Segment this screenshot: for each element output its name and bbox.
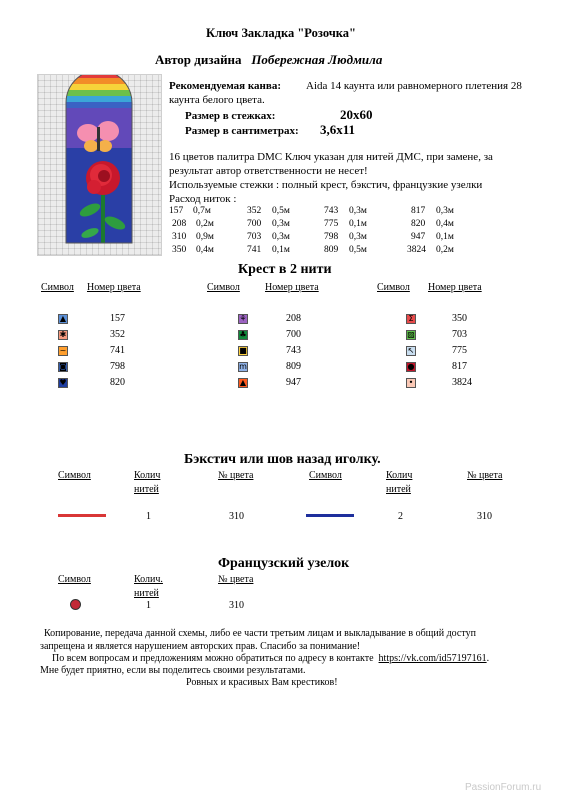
footer-copyright-2: запрещена и является нарушением авторских прав. Спасибо за понимание!: [40, 641, 361, 652]
consumption-len: 0,2м: [436, 245, 454, 255]
cross-col-symbol: Символ: [41, 282, 74, 293]
color-number: 743: [286, 345, 301, 356]
consumption-num: 798: [324, 232, 339, 242]
consumption-len: 0,4м: [436, 219, 454, 229]
hatch-icon: ▨: [407, 330, 415, 339]
cross-col-number: Номер цвета: [265, 282, 319, 293]
author-line: [155, 52, 382, 68]
canvas-label: Рекомендуемая канва:: [169, 80, 281, 92]
canvas-value-cont: каунта белого цвета.: [169, 94, 265, 106]
color-number: 820: [110, 377, 125, 388]
consumption-num: 741: [247, 245, 262, 255]
author-label: Автор дизайна: [155, 52, 242, 67]
note-palette: 16 цветов палитра DMC Ключ указан для нитей ДМС, при замене, за: [169, 151, 493, 163]
color-number: 208: [286, 313, 301, 324]
author-name: Побережная Людмила: [251, 52, 383, 67]
cross-col-number: Номер цвета: [87, 282, 141, 293]
backstitch-line-red: [58, 514, 106, 517]
consumption-len: 0,3м: [349, 206, 367, 216]
french-knot-heading: Французский узелок: [218, 556, 350, 571]
square-icon: ■: [239, 346, 247, 355]
french-knot-dot-icon: [70, 599, 81, 610]
backstitch-col-count-2: нитей: [386, 484, 411, 495]
canvas-value: Aida 14 каунта или равномерного плетения 28: [306, 80, 522, 92]
consumption-len: 0,4м: [196, 245, 214, 255]
color-number: 817: [452, 361, 467, 372]
color-number: 798: [110, 361, 125, 372]
consumption-num: 703: [247, 232, 262, 242]
consumption-num: 817: [411, 206, 426, 216]
color-number: 741: [110, 345, 125, 356]
cross-col-number: Номер цвета: [428, 282, 482, 293]
club-icon: ♣: [239, 330, 247, 339]
french-color-num: 310: [229, 600, 244, 611]
footer-results: Мне будет приятно, если вы поделитесь своими результатами.: [40, 665, 306, 676]
backstitch-count: 2: [398, 511, 403, 522]
footer-wishes: Ровных и красивых Вам крестиков!: [186, 677, 338, 688]
french-col-count: Колич.: [134, 574, 163, 585]
backstitch-line-blue: [306, 514, 354, 517]
consumption-len: 0,5м: [349, 245, 367, 255]
consumption-num: 350: [172, 245, 187, 255]
consumption-len: 0,2м: [196, 219, 214, 229]
color-number: 157: [110, 313, 125, 324]
consumption-len: 0,3м: [349, 232, 367, 242]
consumption-len: 0,3м: [436, 206, 454, 216]
cross-heading: Крест в 2 нити: [238, 262, 332, 277]
french-col-count-2: нитей: [134, 588, 159, 599]
m-glyph-icon: m: [239, 362, 247, 371]
page-title: Ключ Закладка "Розочка": [206, 26, 356, 40]
note-responsibility: результат автор ответственности не несет!: [169, 165, 368, 177]
backstitch-col-count-2: нитей: [134, 484, 159, 495]
consumption-len: 0,7м: [193, 206, 211, 216]
sigma-icon: Σ: [406, 314, 416, 324]
consumption-len: 0,9м: [196, 232, 214, 242]
consumption-len: 0,3м: [272, 232, 290, 242]
consumption-num: 310: [172, 232, 187, 242]
backstitch-col-symbol: Символ: [309, 470, 342, 481]
consumption-num: 809: [324, 245, 339, 255]
pattern-preview: [37, 74, 162, 256]
consumption-num: 775: [324, 219, 339, 229]
backstitch-col-color: № цвета: [218, 470, 254, 481]
note-stitches: Используемые стежки : полный крест, бэкстич, французкие узелки: [169, 179, 483, 191]
consumption-len: 0,1м: [349, 219, 367, 229]
vk-profile-link[interactable]: https://vk.com/id57197161: [378, 653, 487, 664]
consumption-num: 352: [247, 206, 262, 216]
color-number: 352: [110, 329, 125, 340]
backstitch-col-color: № цвета: [467, 470, 503, 481]
consumption-num: 820: [411, 219, 426, 229]
cm-label: Размер в сантиметрах:: [185, 125, 299, 137]
consumption-len: 0,1м: [272, 245, 290, 255]
consumption-len: 0,1м: [436, 232, 454, 242]
cross-col-symbol: Символ: [377, 282, 410, 293]
french-col-color: № цвета: [218, 574, 254, 585]
stitches-value: 20x60: [340, 107, 373, 122]
stitches-label: Размер в стежках:: [185, 110, 276, 122]
consumption-num: 700: [247, 219, 262, 229]
color-number: 809: [286, 361, 301, 372]
backstitch-col-symbol: Символ: [58, 470, 91, 481]
footer-copyright-1: Копирование, передача данной схемы, либо ее части третьим лицам и выкладывание в общий доступ: [44, 628, 476, 639]
consumption-num: 208: [172, 219, 187, 229]
bird-icon: ▲: [239, 378, 247, 387]
arrow-icon: ↖: [407, 346, 415, 355]
small-dot-icon: •: [406, 378, 416, 388]
note-consumption: Расход ниток :: [169, 193, 237, 205]
consumption-num: 3824: [407, 245, 426, 255]
consumption-len: 0,3м: [272, 219, 290, 229]
color-number: 703: [452, 329, 467, 340]
backstitch-heading: Бэкстич или шов назад иголку.: [184, 452, 381, 467]
french-col-symbol: Символ: [58, 574, 91, 585]
heart-icon: ♥: [59, 378, 67, 387]
watermark: PassionForum.ru: [465, 782, 542, 793]
color-number: 3824: [452, 377, 472, 388]
backstitch-color-num: 310: [229, 511, 244, 522]
consumption-num: 947: [411, 232, 426, 242]
consumption-num: 743: [324, 206, 339, 216]
color-number: 775: [452, 345, 467, 356]
color-number: 700: [286, 329, 301, 340]
triangle-icon: ▲: [59, 314, 67, 323]
footer-contact-text: По всем вопросам и предложениям можно обратиться по адресу в контакте: [52, 653, 374, 664]
asterisk-icon: ✱: [59, 330, 67, 339]
consumption-len: 0,5м: [272, 206, 290, 216]
dot-icon: ●: [407, 362, 415, 371]
backstitch-col-count: Колич: [134, 470, 161, 481]
backstitch-col-count: Колич: [386, 470, 413, 481]
consumption-num: 157: [169, 206, 184, 216]
footer-contact: По всем вопросам и предложениям можно обратиться по адресу в контакте https://vk.com/id57197161.: [52, 653, 490, 664]
color-number: 350: [452, 313, 467, 324]
backstitch-count: 1: [146, 511, 151, 522]
bookmark-image: [38, 75, 161, 255]
french-count: 1: [146, 600, 151, 611]
backstitch-color-num: 310: [477, 511, 492, 522]
ring-icon: ◙: [59, 362, 67, 371]
color-number: 947: [286, 377, 301, 388]
cm-value: 3,6x11: [320, 122, 356, 137]
cross-col-symbol: Символ: [207, 282, 240, 293]
tilde-icon: ~: [59, 346, 67, 355]
flower-icon: ⚘: [239, 314, 247, 323]
